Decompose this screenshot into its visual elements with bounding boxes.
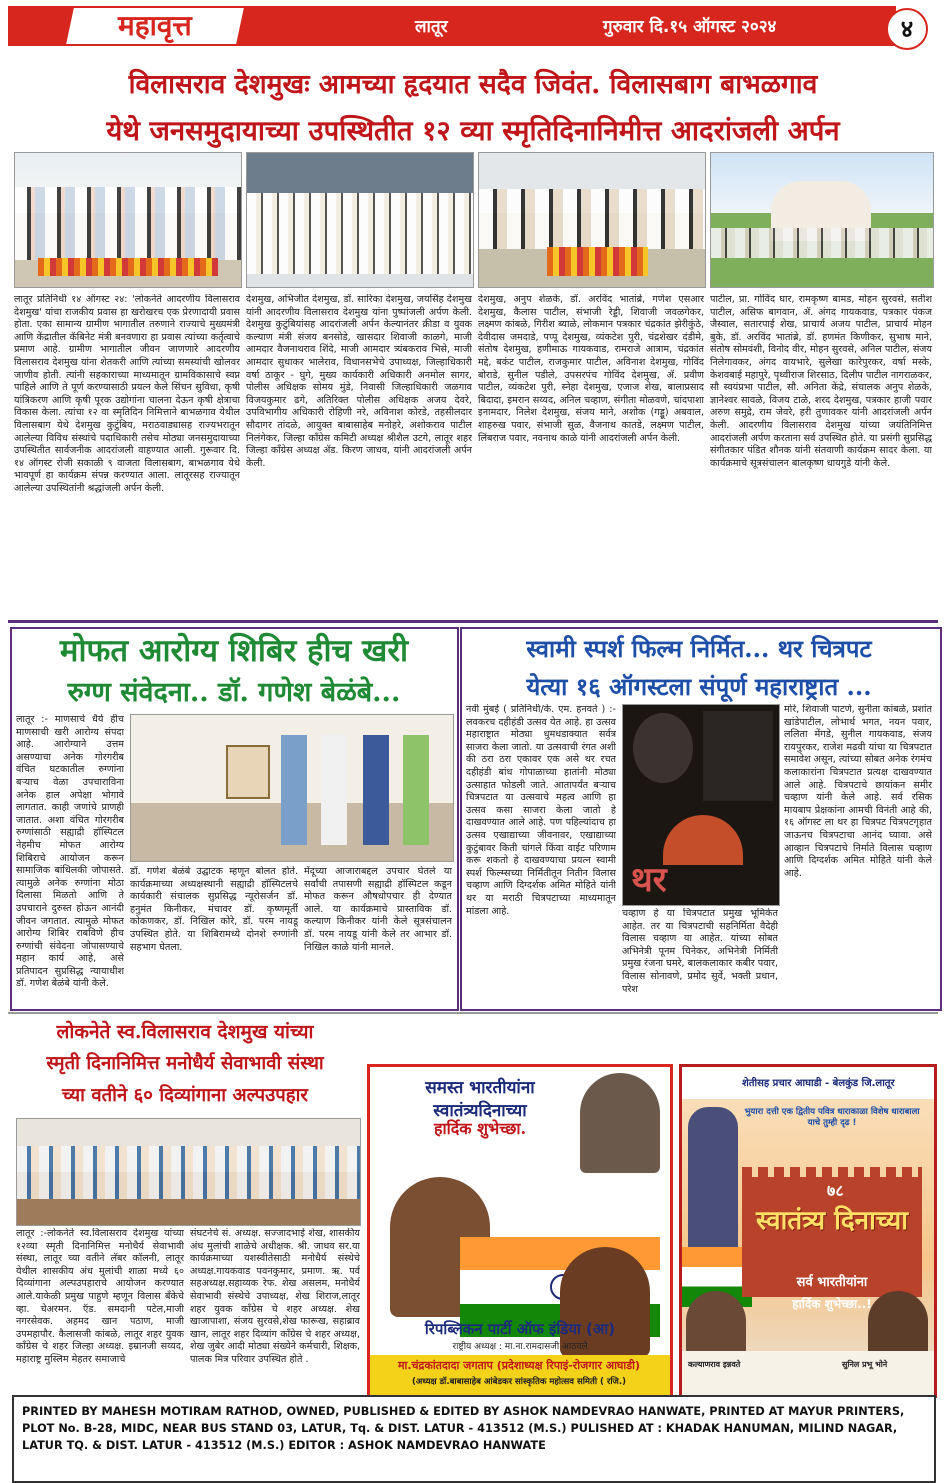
- person-portrait-right: [868, 1291, 928, 1351]
- ad-independence-tagline: भुयारा दत्ती एक द्वितीय पवित्र धाराकाळा विशेष धाराबाला याचे तुम्ही दृढ !: [744, 1107, 920, 1128]
- ad-republican-party-sub: राष्ट्रीय अध्यक्ष : मा.ना.रामदासजी आठवले: [452, 1342, 588, 1352]
- person-portrait-left: [686, 1291, 746, 1351]
- divyang-headline: [10, 1016, 360, 1112]
- main-story-col3: देशमुख, अनुप शेळके, डॉ. अरविंद भातांब्रे, गणेश एसआर देशमुख, कैलास पाटील, संभाजी रेड्डी, शिवाजी जवळगेकर, लक्ष्मण कांबळे, गिरीश ब्याळे, लोकमान पत्रकार चंद्रकांत झेरीकुंठे, देवीदास जमदाडे, पप्पू देशमुख, व्यंकटेश पुरी, चंद्रशेखर दंडीमे, संतोष देशमुख, हणीमाऊ गायकवाड, रामराजे आत्राम, चंद्रकांत मद्दे, बकंट पाटील, राजकुमार पाटील, अविनाश देशमुख, गोविंद बोराडे, सुनील पडीले, उपसरपंच गोविंद देशमुख, ॲ. प्रवीण पाटील, व्यंकटेश पुरी, स्नेहा देशमुख, एजाज शेख, बालाप्रसाद बिदादा, इमरान सय्यद, अनिल चव्हाण, संगीता मोळवणे, चांदपाशा इनामदार, निलेश देशमुख, संजय माने, अशोक (गड्डू) अबवाल, शाहरुख पवार, संभाजी सुळ, वैजनाथ कातडे, लक्ष्मण पाटील, लिंबराज पवार, नवनाथ काळे यांनी आदरांजली अर्पन केली.: [478, 294, 704, 444]
- ad-republican-footer-sub: (अध्यक्ष डॉ.बाबासाहेब आंबेडकर सांस्कृतिक महोत्सव समिती ( रजि.): [412, 1377, 626, 1387]
- imprint-box: [12, 1395, 936, 1483]
- main-story-col4: पाटील, प्रा. गोविंद घार, रामकृष्ण बामड, मोहन सुरवसे, सतीश पाटील, असिफ बागवान, ॲ. अंगद गायकवाड, पत्रकार पंकज जैस्वाल, सतारपाई शेख, प्राचार्य अजय पाटील, प्राचार्य मोहन बुके, डॉ. अरविंद भातांब्रे, डॉ. हणमंत किणीकर, सुभाष माने, संतोष सोमवंशी, विनोद वीर, मोहन सुरवसे, अनिल पाटील, संजय निलेगावकर, अंगद वायभारे, सुलेखा कारेपुरकर, वर्षा मस्के, केशवबाई महापुरे, पृथ्वीराज शिरसाठ, दिलीप पाटील नागराळकर, सौ स्वयंप्रभा पाटील, सौ. अनिता केंद्रे, संचालक अनुप शेळके, ज्ञानेश्वर सावळे, विजय टाळे, शरद देशमुख, पत्रकार हाजी पवार अरुण समुद्रे, राम जेवरे, हरी तुणावकर यांनी आदरांजली अर्पन केली. आदरणीय विलासराव देशमुख यांच्या जयंतिनिमित्त आदरांजली अर्पण करताना सर्व उपस्थित होते. या प्रसंगी सुप्रसिद्ध संगीतकार पंडित शौनक यांनी संतवाणी कार्यक्रम सादर केला. या कार्यक्रमाचे सूत्रसंचालन बालकृष्ण धायगुडे यांनी केले.: [710, 294, 932, 469]
- photo-divyang-meal: [16, 1118, 361, 1226]
- main-headline-line1: विलासराव देशमुखः आमच्या हृदयात सदैव जिवंत. विलासबाग बाभळगाव: [128, 69, 818, 100]
- main-headline: [14, 62, 932, 154]
- ad-republican-greeting-1: समस्त भारतीयांना स्वातंत्र्यदिनाच्या: [425, 1078, 535, 1121]
- divyang-story-col2: संघटनेचे सं. अध्यक्ष. सज्जादभाई शेख, शासकीय अंध मुलांची शाळेचे अधीक्षक. श्री. जाधव सर.या कार्यक्रमाच्या यशस्वीतेसाठी मनोधैर्य संस्थेचे अध्यक्ष.गायकवाड पवनकुमार, प्रमाण. ऋ. पर्व सहअध्यक्ष.सहाय्यक रेफ. शेख असलम, मनोधैर्य सेवाभावी संस्थेचे उपाध्यक्ष, शेख शिराज,लातूर शहर युवक काँग्रेस चे शहर अध्यक्ष. शेख खाजापाशा, संजय सुरवसे,शेख फारूख, सहाब्राव खान, लातूर शहर दिव्यांग काँग्रेस चे शहर अध्यक्ष, शेख जुबेर आदी मोठ्या संख्येने कर्मचारी, शिक्षक, पालक मित्र परिवार उपस्थित होते .: [190, 1228, 360, 1365]
- health-story-col3: मेंदूच्या आजाराबद्दल उपचार घेतले या सर्वांची तपासणी सह्याद्री हॉस्पिटल कडून मोफत करून औषधोपचार ही देण्यात आले. या कार्यक्रमाचे प्रास्ताविक डॉ. कल्याण किनीकर यांनी केले सूत्रसंचालन डॉ. परम नायडू यांनी केले तर आभार डॉ. निखिल काळे यांनी मानले.: [304, 866, 452, 953]
- divyang-story-col1: लातूर :-लोकनेते स्व.विलासराव देशमुख यांच्या १२व्या स्मृती दिनानिमित्त मनोधैर्य सेवाभावी संस्था, लातूर च्या वतीने लॅबर कॉलनी, लातूर येथील शासकीय अंध मुलांची शाळा मध्ये ६० दिव्यांगाना अल्पउपहाराचे आयोजन करण्यात आले.याकेळी प्रमुख पाहुणे म्हणून विलास बँकेचे व्हा. चेअरमन. ऍड. समदानी पटेल,माजी नगरसेवक. अहमद खान पठाण, माजी उपमहापौर. कैलासजी कांबळे, लातूर शहर युवक काँग्रेस चे शहर जिल्हा अध्यक्ष. इम्रानजी सय्यद, महाराष्ट्र मुस्लिम मेहतर समाजाचे: [16, 1228, 184, 1365]
- photo-audience: [246, 152, 474, 288]
- health-story-col2: डॉ. गणेश बेळंबे उद्घाटक म्हणून बोलत होते. कार्यक्रमाच्या अध्यक्षस्थानी सह्याद्री हॉस्पिटलचे कार्यकारी संचालक सुप्रसिद्ध न्यूरोसर्जन डॉ. हनुमंत किनीकर, मंचावर डॉ. कृष्णमूर्ती कोकणकर, डॉ. निखिल कोरे, डॉ. परम नायडू उपस्थित होते. या शिबिरामध्ये दोनशे रुग्णांनी सहभाग घेतला.: [130, 866, 298, 953]
- paper-name: महावृत्त: [66, 8, 244, 44]
- ad-independence-sub1: सर्व भारतीयांना: [796, 1275, 868, 1290]
- ad-independence-org: शेतीसह प्रचार आघाडी - बेलकुंड जि.लातूर: [742, 1078, 895, 1089]
- health-headline-line1: मोफत आरोग्य शिबिर हीच खरी: [59, 633, 409, 669]
- photo-wreath: [478, 152, 706, 288]
- main-story-col2: देशमुख, अभिजीत देशमुख, डॉ. सारिका देशमुख, जयसिंह देशमुख यांनी आदरणीय विलासराव देशमुख यांना पुष्पांजली अर्पण केली. देशमुख कुटुंबियांसह आदरांजली अर्पन केल्यानंतर क्रीडा व युवक कल्याण मंत्री संजय बनसोडे, खासदार शिवाजी काळगे, माजी आमदार वैजनाथराव शिंदे, माजी आमदार त्र्यंबकराव भिसे, माजी आमदार सुधाकर भालेराव, विधानसभेचे उपाध्यक्ष, जिल्हाधिकारी वर्षा ठाकूर - घुगे, मुख्य कार्यकारी अधिकारी अनमोल सागर, पोलीस अधिक्षक सोमय मुंडे, निवासी जिल्हाधिकारी जळगाव विजयकुमार ढगे, अतिरिक्त पोलीस अधिक्षक अजय देवरे, उपविभागीय अधिकारी रोहिणी नरे, अविनाश कोरडे, तहसीलदार सौदागर तांदळे, आयुक्त बाबासाहेब मनोहरे, अशोकराव पाटील निलंगेकर, जिल्हा काँग्रेस कमिटी अध्यक्ष श्रीशैल उटगे, लातूर शहर जिल्हा काँग्रेस अध्यक्ष ॲड. किरण जाधव, यांनी आदरांजली अर्पन केली.: [246, 294, 472, 469]
- main-headline-line2: येथे जनसमुदायाच्या उपस्थितीत १२ व्या स्मृतिदिनानिमीत्त आदरांजली अर्पन: [106, 115, 840, 147]
- photo-film-poster: थर: [622, 704, 780, 906]
- ad-independence-header: [682, 1067, 934, 1099]
- masthead: [0, 0, 945, 56]
- ambedkar-portrait: [580, 1073, 660, 1173]
- photo-health-camp: [130, 714, 454, 862]
- ad-independence-name-right: सुनिल प्रभू भोने: [842, 1360, 888, 1369]
- ad-republican-footer: [370, 1355, 670, 1395]
- ad-republican-party-name: रिपब्लिकन पार्टी ऑफ इंडिया (आ): [424, 1320, 616, 1338]
- ad-republican-party: [367, 1064, 673, 1398]
- health-headline: [14, 630, 454, 714]
- section-divider-2: [8, 1012, 938, 1014]
- edition-date: गुरुवार दि.१५ ऑगस्ट २०२४: [603, 17, 777, 37]
- film-story-col2: चव्हाण हे या चित्रपटात प्रमुख भूमिकेत आहेत. तर या चित्रपटाची सहनिर्मिता वैदेही विलास चव्हाण या आहेत. यांच्या सोबत अभिनेत्री पूनम चिनेकर, अभिनेत्री निर्मिती प्रमुख रंजना घमरे, बालकलाकार कबीर पवार, विलास सोनावणे, प्रमोद सुर्वे, भक्ती प्रधान, परेश: [622, 908, 778, 995]
- imprint-text: PRINTED BY MAHESH MOTIRAM RATHOD, OWNED, PUBLISHED & EDITED BY ASHOK NAMDEVRAO HANWATE, PRINTED AT MAYUR PRINTERS, PLOT No. B-28, MIDC, NEAR BUS STAND 03, LATUR, Tq. & DIST. LATUR - 413512 (M.S.) PULISHED AT : KHADAK HANUMAN, MILIND NAGAR, LATUR TQ. & DIST. LATUR - 413512 (M.S.) EDITOR : ASHOK NAMDEVRAO HANWATE: [22, 1405, 905, 1452]
- page-number: ४: [886, 8, 928, 50]
- ad-independence-name-left: कल्याणराव इन्नवते: [688, 1360, 741, 1369]
- ad-republican-greeting-2: हार्दिक शुभेच्छा.: [433, 1119, 527, 1138]
- divyang-headline-line1: लोकनेते स्व.विलासराव देशमुख यांच्या: [56, 1021, 314, 1043]
- ad-independence-title: स्वातंत्र्य दिनाच्या: [756, 1206, 908, 1236]
- film-story-col1: नवी मुंबई ( प्रतिनिधी/के. एम. हनवते ) :- लवकरच दहीहंडी उत्सव येत आहे. हा उत्सव महाराष्ट्रात मोठ्या धुमधडाक्यात सर्वत्र साजरा केला जातो. या उत्सवाची रंगत अशी की ठरा ठरा एकावर एक असे थर रचत दहीहंडी बांध गोपाळाच्या हातांनी मोठ्या उत्साहात फोडली जाते. आतापर्यंत बऱ्याच चित्रपटात या उत्सवाचे महत्व आणि हा उत्सव कसा साजरा केला जातो हे दाखवण्यात आले आहे. पण पहिल्यांदाच हा उत्सव एखाद्याच्या जीवनावर, एखाद्याच्या कुटुंबावर किती चांगले किंवा वाईट परिणाम करू शकतो हे दाखवण्याचा प्रयत्न स्वामी स्पर्श फिल्म्सच्या निर्मितीतून नितीन विलास चव्हाण आणि दिग्दर्शक अमित मोहिते यांनी थर या मराठी चित्रपटाच्या माध्यमातून मांडला आहे.: [466, 704, 616, 917]
- section-divider: [8, 620, 938, 623]
- ad-independence-number: ७८: [827, 1181, 844, 1200]
- film-headline-line1: स्वामी स्पर्श फिल्म निर्मित... थर चित्रपट: [526, 634, 872, 663]
- photo-memorial: [710, 152, 934, 288]
- divyang-headline-line3: च्या वतीने ६० दिव्यांगाना अल्पउपहार: [62, 1085, 308, 1106]
- ad-independence-day: [679, 1064, 937, 1398]
- photo-family-tribute: [14, 152, 242, 288]
- film-story-col3: मोरे, शिवाजी पाटणे, सुनीता कांबळे, प्रशांत खांडेपाटील, लोभार्थ भगत, नयन पवार, ललिता मेंगडे, सुनील गायकवाड, संजय रायपुरकर, राजेश मढवी यांचा या चित्रपटात समावेश असून, त्यांच्या सोबत अनेक रंगमंच कलाकारांना चित्रपटात प्रत्यक्ष दाखवण्यात आले आहे. चित्रपटाचे छायांकन समीर चव्हाण यांनी केले आहे. सर्व रसिक मायबाप प्रेक्षकांना आमची विनंती आहे की, १६ ऑगस्ट ला थर हा चित्रपट चित्रपटगृहात जाऊनच चित्रपटाचा आनंद घ्यावा. असे आव्हान चित्रपटाचे निर्माते विलास चव्हाण आणि दिग्दर्शक अमित मोहिते यांनी केले आहे.: [784, 704, 932, 879]
- divyang-headline-line2: स्मृती दिनानिमित्त मनोधैर्य सेवाभावी संस्था: [46, 1053, 324, 1074]
- ad-independence-names: [682, 1351, 934, 1395]
- health-story-col1: लातूर :- माणसाचे धैर्य हीच माणसाची खरी आरोग्य संपदा आहे. आरोग्याने उत्तम असण्याचा अनेक गोरगरीब वंचित घटकातील रुग्णांना बऱ्याच वेळा उपचाराविना अनेक हाल अपेक्षा भोगावे लागतात. काही जणांचे प्राणही जातात. अशा वंचित गोरगरीब रुग्णांसाठी सह्याद्री हॉस्पिटल नेहमीच मोफत आरोग्य शिबिराचे आयोजन करून सामाजिक बांधिलकी जोपासते. त्यामुळे अनेक रुग्णांना मोठा दिलासा मिळतो आणि ते उपचाराने दुरुस्त होऊन आनंदी जीवन जगतात. त्यामुळे मोफत आरोग्य शिबिर राबविणे हीच रुग्णांची संवेदना जोपासण्याचे महान कार्य आहे, असे प्रतिपादन सुप्रसिद्ध न्यायाधीश डॉ. गणेश बेळंबे यांनी केले.: [16, 714, 124, 990]
- ad-republican-footer-name: मा.चंद्रकांतदादा जगताप (प्रदेशाध्यक्ष रिपाइं-रोजगार आघाडी): [397, 1359, 641, 1372]
- film-headline-line2: येत्या १६ ऑगस्टला संपूर्ण महाराष्ट्रात ...: [526, 672, 872, 701]
- health-headline-line2: रुग्ण संवेदना.. डॉ. गणेश बेळंबे...: [67, 677, 401, 708]
- edition-city: लातूर: [415, 17, 448, 37]
- film-headline: [462, 630, 936, 706]
- ad-independence-sub2: हार्दिक शुभेच्छा..!: [792, 1297, 872, 1311]
- main-story-col1: लातूर प्रतिनिधी १४ ऑगस्ट २४: 'लोकनेते आदरणीय विलासराव देशमुख' यांचा राजकीय प्रवास हा खरोखरच एक प्रेरणादायी प्रवास होता. एका सामान्य ग्रामीण भागातील तरुणाने राज्याचे मुख्यमंत्री आणि केंद्रातील कॅबिनेट मंत्री बनवणारा हा प्रवास त्यांच्या कर्तृत्वाचे प्रमाण आहे. ग्रामीण भागातील जीवन जाणणारे आदरणीय विलासराव देशमुख यांना शेतकरी आणि त्यांच्या समस्यांची खोलवर जाणीव होती. त्यांनी सहकाराच्या माध्यमातून ग्रामविकासाचे स्वप्न पाहिले आणि ते पूर्ण करण्यासाठी प्रयत्न केले सिंचन सुविधा, कृषी यांत्रिकरण आणि कृषी पूरक उद्योगांना चालना देऊन कृषी क्षेत्राचा विकास केला. त्यांचा १२ वा स्मृतिदिन निमित्ताने बाभळगाव येथील विलासबाग येथे देशमुख कुटुंबिय, मराठवाड्यासह राज्यभरातून आलेल्या विविध संस्थांचे पदाधिकारी तसेच मोठ्या जनसमुदायाच्या उपस्थितीत सार्वजनीक आदरांजली वाहण्यात आली. गुरूवार दि. १४ ऑगस्ट रोजी सकाळी ९ वाजता विलासबाग, बाभळगाव येथे भावपूर्ण हा कार्यक्रम संपन्न करण्यात आला. लातूरसह राज्यातून आलेल्या उपस्थितांनी श्रद्धांजली अर्पन केली.: [14, 294, 240, 494]
